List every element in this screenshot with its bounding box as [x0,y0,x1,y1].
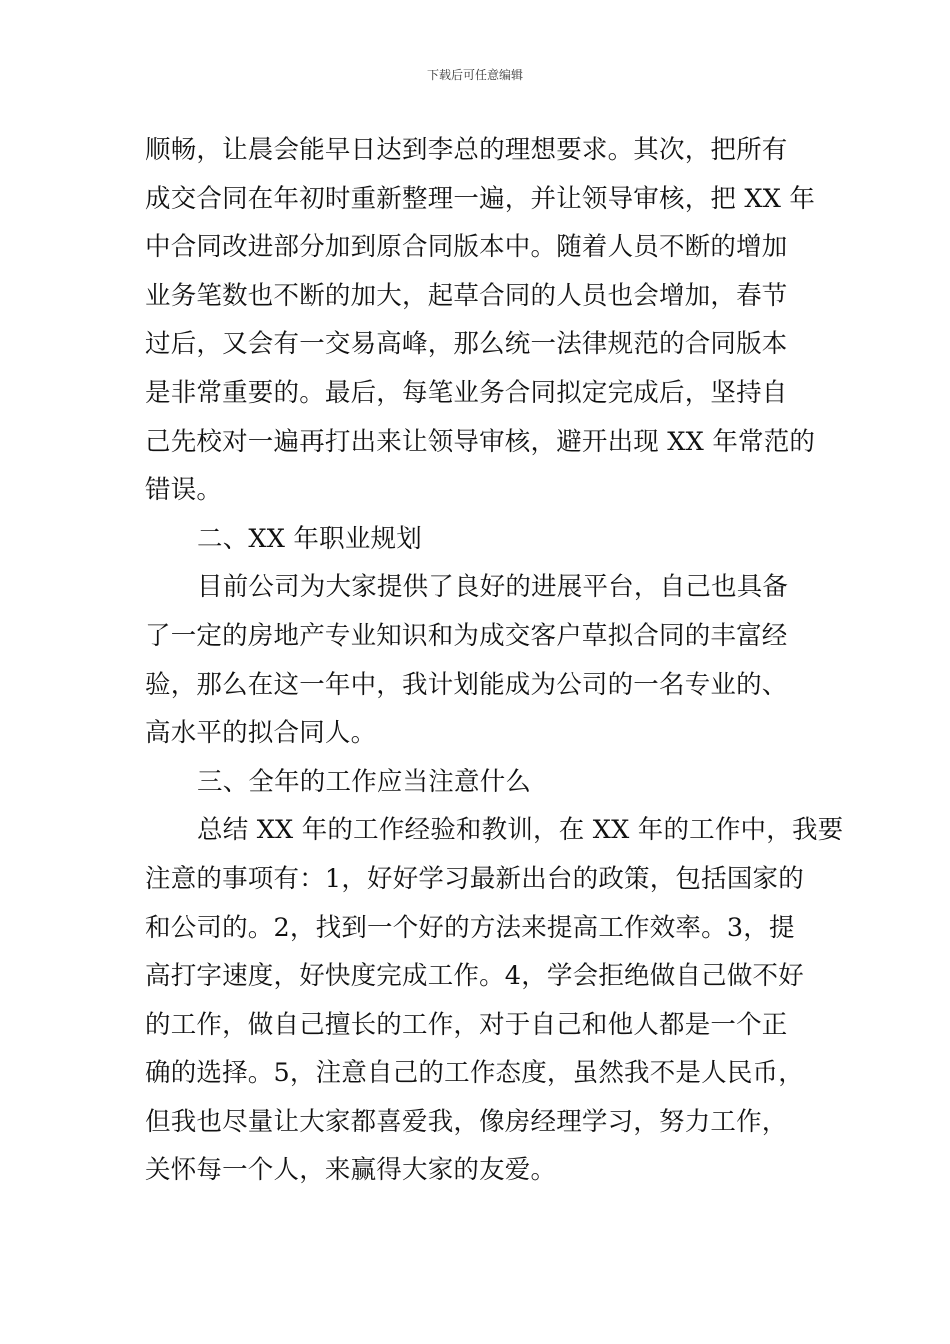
text-line: 确的选择。5，注意自己的工作态度，虽然我不是人民币， [145,1058,804,1089]
section-heading: 二、XX 年职业规划 [197,523,422,554]
page-header-note: 下载后可任意编辑 [426,68,523,82]
text-line: 的工作，做自己擅长的工作，对于自己和他人都是一个正 [145,1009,788,1040]
text-line: 和公司的。2，找到一个好的方法来提高工作效率。3，提 [145,912,795,943]
text-line: 是非常重要的。最后，每笔业务合同拟定完成后，坚持自 [145,377,788,408]
text-line: 目前公司为大家提供了良好的进展平台，自己也具备 [197,572,789,603]
text-line: 但我也尽量让大家都喜爱我，像房经理学习，努力工作， [145,1106,788,1137]
text-line: 高水平的拟合同人。 [145,718,377,749]
section-heading: 三、全年的工作应当注意什么 [197,766,532,797]
text-line: 了一定的房地产专业知识和为成交客户草拟合同的丰富经 [145,620,788,651]
text-line: 业务笔数也不断的加大，起草合同的人员也会增加，春节 [145,280,788,311]
text-line: 高打字速度，好快度完成工作。4，学会拒绝做自己做不好 [145,961,804,992]
document-body [145,126,844,1195]
text-line: 验，那么在这一年中，我计划能成为公司的一名专业的、 [145,669,788,700]
text-line: 成交合同在年初时重新整理一遍，并让领导审核，把 XX 年 [145,183,816,214]
paragraph-contract-work [145,126,816,515]
text-line: 中合同改进部分加到原合同版本中。随着人员不断的增加 [145,232,788,263]
paragraph-career-plan [145,563,807,757]
text-line: 错误。 [145,475,223,506]
text-line: 过后，又会有一交易高峰，那么统一法律规范的合同版本 [145,329,788,360]
text-line: 总结 XX 年的工作经验和教训，在 XX 年的工作中，我要 [197,815,844,846]
paragraph-annual-notes [145,806,844,1195]
section-heading-annual-notes [145,758,807,807]
section-heading-career-plan [145,515,807,564]
text-line: 注意的事项有：1，好好学习最新出台的政策，包括国家的 [145,863,804,894]
text-line: 关怀每一个人，来赢得大家的友爱。 [145,1155,557,1186]
text-line: 顺畅，让晨会能早日达到李总的理想要求。其次，把所有 [145,135,788,165]
text-line: 己先校对一遍再打出来让领导审核，避开出现 XX 年常范的 [145,426,816,457]
